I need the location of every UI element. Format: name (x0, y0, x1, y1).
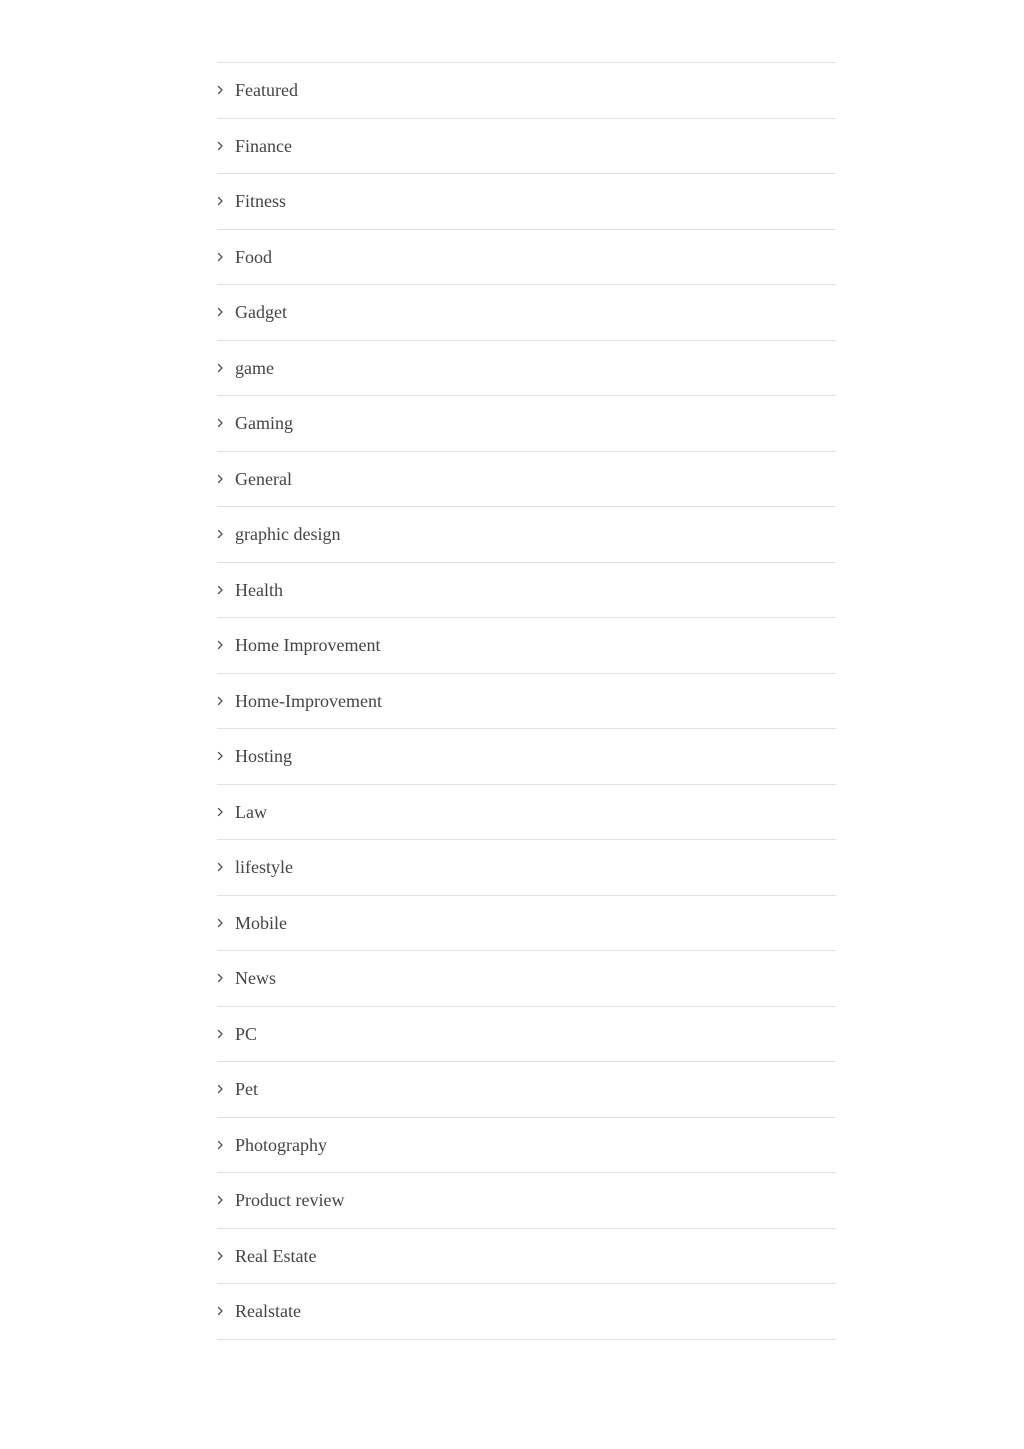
chevron-right-icon (217, 1250, 235, 1262)
category-label: Home Improvement (235, 635, 381, 656)
category-item-pet (217, 1062, 836, 1118)
category-label: Home-Improvement (235, 690, 382, 711)
chevron-right-icon (217, 362, 235, 374)
chevron-right-icon (217, 251, 235, 263)
category-link-lifestyle[interactable] (217, 858, 293, 876)
category-item-food (217, 230, 836, 286)
chevron-right-icon (217, 306, 235, 318)
category-item-pc (217, 1007, 836, 1063)
category-label: Mobile (235, 912, 287, 933)
category-link-product-review[interactable] (217, 1191, 344, 1209)
category-link-gaming[interactable] (217, 414, 293, 432)
category-link-featured[interactable] (217, 81, 298, 99)
category-link-real-estate[interactable] (217, 1247, 316, 1265)
category-label: Pet (235, 1079, 259, 1100)
category-item-featured (217, 63, 836, 119)
category-label: News (235, 968, 276, 989)
chevron-right-icon (217, 473, 235, 485)
chevron-right-icon (217, 528, 235, 540)
chevron-right-icon (217, 806, 235, 818)
category-label: Featured (235, 80, 298, 101)
chevron-right-icon (217, 584, 235, 596)
chevron-right-icon (217, 1028, 235, 1040)
chevron-right-icon (217, 750, 235, 762)
category-label: PC (235, 1023, 258, 1044)
category-label: Realstate (235, 1301, 301, 1322)
category-item-game (217, 341, 836, 397)
category-item-general (217, 452, 836, 508)
chevron-right-icon (217, 195, 235, 207)
chevron-right-icon (217, 1305, 235, 1317)
category-link-gadget[interactable] (217, 303, 287, 321)
category-item-news (217, 951, 836, 1007)
chevron-right-icon (217, 1139, 235, 1151)
chevron-right-icon (217, 917, 235, 929)
chevron-right-icon (217, 417, 235, 429)
chevron-right-icon (217, 861, 235, 873)
chevron-right-icon (217, 1194, 235, 1206)
category-item-lifestyle (217, 840, 836, 896)
category-label: Food (235, 246, 273, 267)
category-label: Law (235, 801, 267, 822)
category-item-mobile (217, 896, 836, 952)
category-label: game (235, 357, 274, 378)
category-link-home-improvement[interactable] (217, 636, 380, 654)
category-link-law[interactable] (217, 803, 267, 821)
category-item-finance (217, 119, 836, 175)
category-item-gadget (217, 285, 836, 341)
category-label: lifestyle (235, 857, 293, 878)
category-link-fitness[interactable] (217, 192, 286, 210)
category-item-law (217, 785, 836, 841)
category-label: Fitness (235, 191, 287, 212)
category-link-pc[interactable] (217, 1025, 257, 1043)
category-link-mobile[interactable] (217, 914, 287, 932)
category-label: General (235, 468, 292, 489)
category-item-real-estate (217, 1229, 836, 1285)
category-link-general[interactable] (217, 470, 292, 488)
category-item-home-improvement (217, 618, 836, 674)
category-link-photography[interactable] (217, 1136, 327, 1154)
category-link-pet[interactable] (217, 1080, 258, 1098)
category-item-product-review (217, 1173, 836, 1229)
category-link-home-improvement[interactable] (217, 692, 382, 710)
category-item-home-improvement (217, 674, 836, 730)
category-item-health (217, 563, 836, 619)
category-link-food[interactable] (217, 248, 272, 266)
category-label: graphic design (235, 524, 341, 545)
chevron-right-icon (217, 972, 235, 984)
chevron-right-icon (217, 695, 235, 707)
category-item-photography (217, 1118, 836, 1174)
category-item-realstate (217, 1284, 836, 1340)
category-link-health[interactable] (217, 581, 283, 599)
chevron-right-icon (217, 84, 235, 96)
category-label: Product review (235, 1190, 345, 1211)
chevron-right-icon (217, 1083, 235, 1095)
category-label: Gaming (235, 413, 293, 434)
category-label: Gadget (235, 302, 287, 323)
category-link-hosting[interactable] (217, 747, 292, 765)
category-label: Real Estate (235, 1245, 317, 1266)
category-label: Photography (235, 1134, 327, 1155)
category-link-finance[interactable] (217, 137, 292, 155)
category-link-news[interactable] (217, 969, 276, 987)
category-link-realstate[interactable] (217, 1302, 301, 1320)
category-link-game[interactable] (217, 359, 274, 377)
category-label: Finance (235, 135, 292, 156)
chevron-right-icon (217, 639, 235, 651)
category-item-gaming (217, 396, 836, 452)
category-item-hosting (217, 729, 836, 785)
category-item-graphic-design (217, 507, 836, 563)
category-list (217, 62, 836, 1340)
chevron-right-icon (217, 140, 235, 152)
category-label: Hosting (235, 746, 293, 767)
category-item-fitness (217, 174, 836, 230)
category-label: Health (235, 579, 283, 600)
category-link-graphic-design[interactable] (217, 525, 340, 543)
